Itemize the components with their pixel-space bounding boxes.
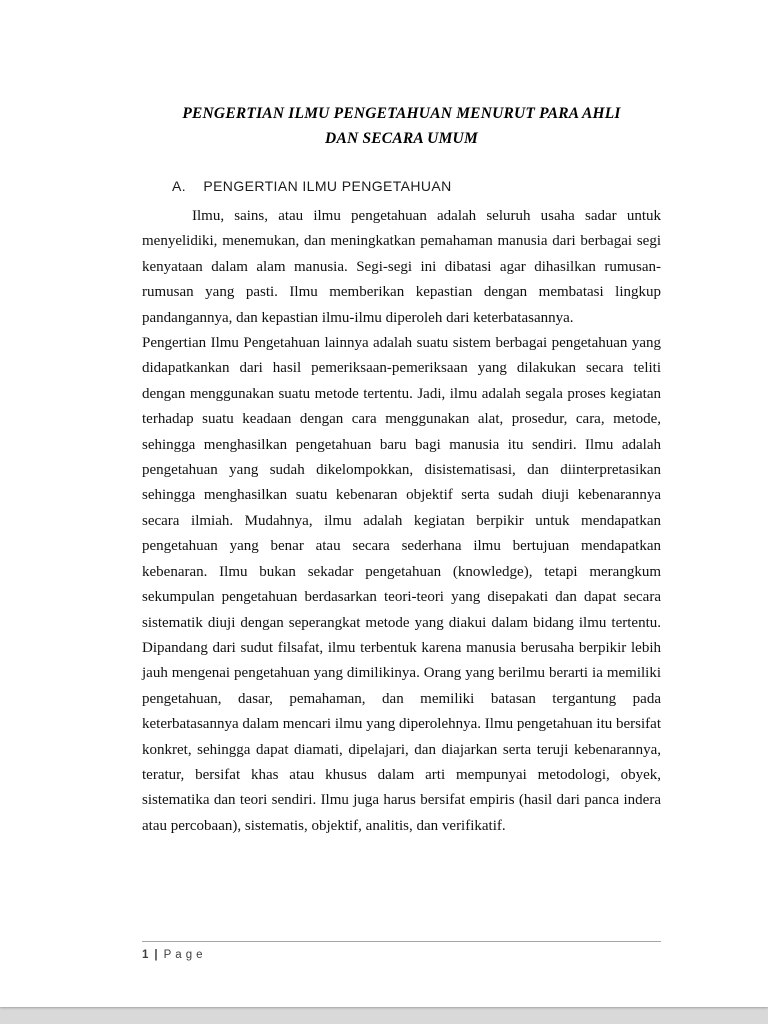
body-paragraph-2: Pengertian Ilmu Pengetahuan lainnya adalah suatu sistem berbagai pengetahuan yang didapatkankan dari hasil pemeriksaan-pemeriksaan yang dilakukan secara teliti dengan menggunakan suatu metode tertentu. Jadi, ilmu adalah segala proses kegiatan terhadap suatu keadaan dengan cara menggunakan alat, prosedur, cara, metode, sehingga menghasilkan pengetahuan baru bagi manusia itu sendiri. Ilmu adalah pengetahuan yang sudah dikelompokkan, disistematisasi, dan diinterpretasikan sehingga menghasilkan suatu kebenaran objektif serta sudah diuji kebenarannya secara ilmiah. Mudahnya, ilmu adalah kegiatan berpikir untuk mendapatkan pengetahuan yang benar atau secara sederhana ilmu bertujuan mendapatkan kebenaran. Ilmu bukan sekadar pengetahuan (knowledge), tetapi merangkum sekumpulan pengetahuan berdasarkan teori-teori yang disepakati dan dapat secara sistematik diuji dengan seperangkat metode yang diakui dalam bidang ilmu tertentu. Dipandang dari sudut filsafat, ilmu terbentuk karena manusia berusaha berpikir lebih jauh mengenai pengetahuan yang dimilikinya. Orang yang berilmu berarti ia memiliki pengetahuan, dasar, pemahaman, dan memiliki batasan tergantung pada keterbatasannya dalam mencari ilmu yang diperolehnya. Ilmu pengetahuan itu bersifat konkret, sehingga dapat diamati, dipelajari, dan diajarkan serta teruji kebenarannya, teratur, bersifat khas atau khusus dalam arti mempunyai metodologi, obyek, sistematika dan teori sendiri. Ilmu juga harus bersifat empiris (hasil dari panca indera atau percobaan), sistematis, objektif, analitis, dan verifikatif.: [142, 335, 661, 834]
section-heading-marker: A.: [172, 178, 187, 194]
document-title-line1: PENGERTIAN ILMU PENGETAHUAN MENURUT PARA AHLI: [182, 105, 621, 122]
section-heading-text: PENGERTIAN ILMU PENGETAHUAN: [203, 178, 452, 194]
footer-separator: |: [154, 949, 158, 961]
document-title-line2: DAN SECARA UMUM: [325, 130, 478, 147]
footer-page-label: Page: [163, 949, 207, 961]
document-title: [142, 101, 661, 151]
footer-page-number: 1: [142, 949, 149, 961]
body-paragraph-1: Ilmu, sains, atau ilmu pengetahuan adalah seluruh usaha sadar untuk menyelidiki, menemukan, dan meningkatkan pemahaman manusia dari berbagai segi kenyataan dalam alam manusia. Segi-segi ini dibatasi agar dihasilkan rumusan-rumusan yang pasti. Ilmu memberikan kepastian dengan membatasi lingkup pandangannya, dan kepastian ilmu-ilmu diperoleh dari keterbatasannya.: [142, 208, 661, 326]
section-heading: [172, 177, 661, 195]
page-footer: [142, 941, 661, 961]
